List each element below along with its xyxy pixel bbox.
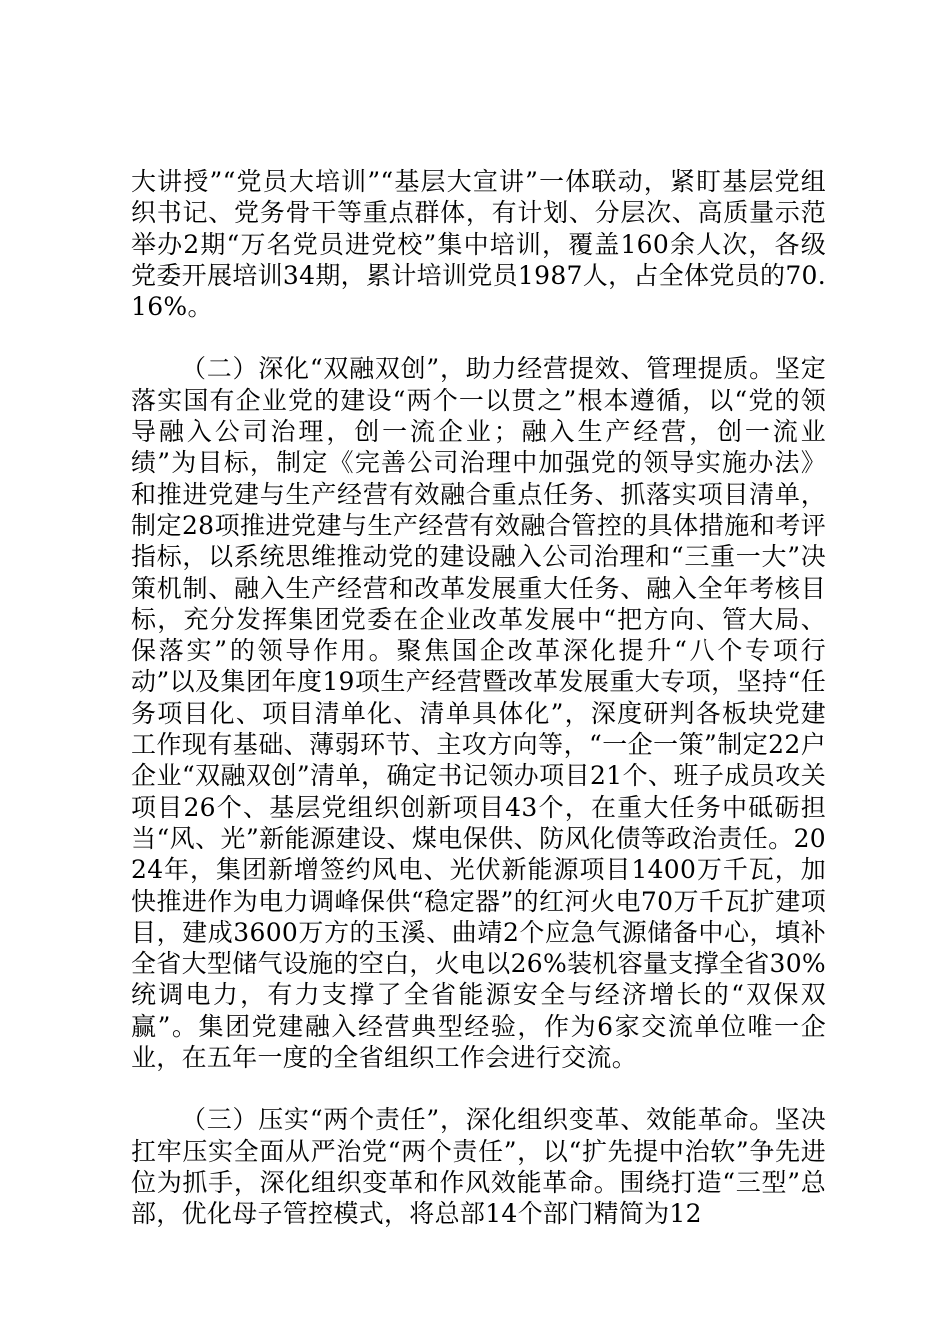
- paragraph-section-two: （二）深化“双融双创”，助力经营提效、管理提质。坚定落实国有企业党的建设“两个一以贯之”根本遵循，以“党的领导融入公司治理，创一流企业；融入生产经营，创一流业绩”为目标，制定《完善公司治理中加强党的领导实施办法》和推进党建与生产经营有效融合重点任务、抓落实项目清单，制定28项推进党建与生产经营有效融合管控的具体措施和考评指标，以系统思维推动党的建设融入公司治理和“三重一大”决策机制、融入生产经营和改革发展重大任务、融入全年考核目标，充分发挥集团党委在企业改革发展中“把方向、管大局、保落实”的领导作用。聚焦国企改革深化提升“八个专项行动”以及集团年度19项生产经营暨改革发展重大专项，坚持“任务项目化、项目清单化、清单具体化”，深度研判各板块党建工作现有基础、薄弱环节、主攻方向等，“一企一策”制定22户企业“双融双创”清单，确定书记领办项目21个、班子成员攻关项目26个、基层党组织创新项目43个，在重大任务中砥砺担当“风、光”新能源建设、煤电保供、防风化债等政治责任。2024年，集团新增签约风电、光伏新能源项目1400万千瓦，加快推进作为电力调峰保供“稳定器”的红河火电70万千瓦扩建项目，建成3600万方的玉溪、曲靖2个应急气源储备中心，填补全省大型储气设施的空白，火电以26%装机容量支撑全省30%统调电力，有力支撑了全省能源安全与经济增长的“双保双赢”。集团党建融入经营典型经验，作为6家交流单位唯一企业，在五年一度的全省组织工作会进行交流。: [131, 354, 826, 1073]
- document-body: [131, 166, 826, 1230]
- paragraph-section-three: （三）压实“两个责任”，深化组织变革、效能革命。坚决扛牢压实全面从严治党“两个责任”，以“扩先提中治软”争先进位为抓手，深化组织变革和作风效能革命。围绕打造“三型”总部，优化母子管控模式，将总部14个部门精简为12: [131, 1105, 826, 1229]
- paragraph-continuation: 大讲授”“党员大培训”“基层大宣讲”一体联动，紧盯基层党组织书记、党务骨干等重点群体，有计划、分层次、高质量示范举办2期“万名党员进党校”集中培训，覆盖160余人次，各级党委开展培训34期，累计培训党员1987人，占全体党员的70.16%。: [131, 167, 826, 322]
